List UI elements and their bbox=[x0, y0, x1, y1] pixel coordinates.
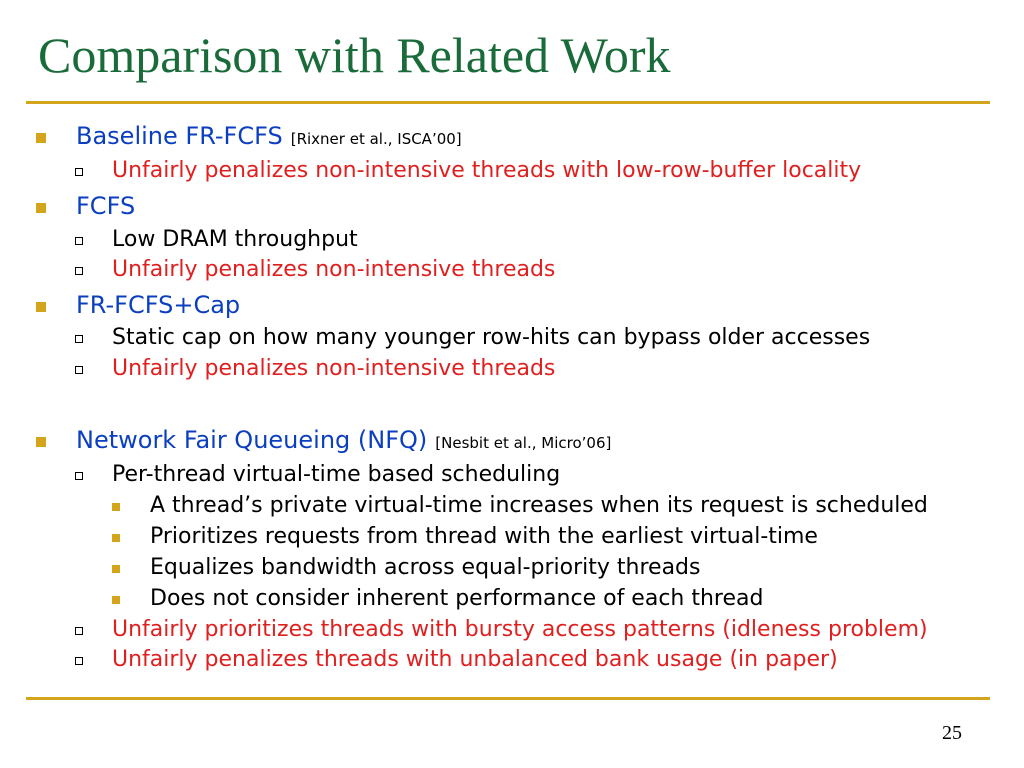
sub-bullet-text: Unfairly penalizes non-intensive threads bbox=[112, 356, 556, 381]
citation: [Rixner et al., ISCA’00] bbox=[290, 130, 462, 148]
bullet-text: FCFS bbox=[76, 192, 136, 220]
hollow-square-bullet-icon bbox=[75, 627, 83, 635]
hollow-square-bullet-icon bbox=[75, 366, 83, 374]
sub-bullet-text: Unfairly penalizes threads with unbalanced bank usage (in paper) bbox=[112, 647, 838, 672]
sub-sub-bullet bbox=[112, 524, 818, 549]
bottom-divider bbox=[26, 697, 990, 700]
sub-bullet-text: Static cap on how many younger row-hits can bypass older accesses bbox=[112, 325, 871, 350]
hollow-square-bullet-icon bbox=[75, 267, 83, 275]
sub-bullet bbox=[75, 227, 358, 252]
sub-sub-bullet-text: Equalizes bandwidth across equal-priority threads bbox=[150, 555, 701, 580]
hollow-square-bullet-icon bbox=[75, 335, 83, 343]
sub-sub-bullet bbox=[112, 493, 928, 518]
hollow-square-bullet-icon bbox=[75, 168, 83, 176]
citation: [Nesbit et al., Micro’06] bbox=[435, 434, 612, 452]
bullet-text: Baseline FR-FCFS bbox=[76, 122, 283, 150]
sub-bullet-text: Low DRAM throughput bbox=[112, 227, 358, 252]
sub-bullet-text: Unfairly penalizes non-intensive threads with low-row-buffer locality bbox=[112, 158, 862, 183]
sub-bullet-text: Unfairly penalizes non-intensive threads bbox=[112, 257, 556, 282]
sub-bullet bbox=[75, 257, 555, 282]
square-bullet-icon bbox=[36, 133, 46, 143]
slide-title: Comparison with Related Work bbox=[38, 27, 671, 83]
bullet-text: FR-FCFS+Cap bbox=[76, 291, 241, 319]
sub-bullet-text: Per-thread virtual-time based scheduling bbox=[112, 462, 561, 487]
bullet-text: Network Fair Queueing (NFQ) bbox=[76, 426, 428, 454]
sub-sub-bullet bbox=[112, 555, 700, 580]
square-bullet-icon bbox=[112, 503, 120, 511]
sub-sub-bullet bbox=[112, 586, 763, 611]
square-bullet-icon bbox=[112, 565, 120, 573]
sub-bullet bbox=[75, 462, 560, 487]
sub-bullet bbox=[75, 356, 555, 381]
sub-sub-bullet-text: Prioritizes requests from thread with the earliest virtual-time bbox=[150, 524, 818, 549]
square-bullet-icon bbox=[112, 596, 120, 604]
square-bullet-icon bbox=[36, 203, 46, 213]
sub-bullet bbox=[75, 158, 861, 183]
sub-sub-bullet-text: Does not consider inherent performance of each thread bbox=[150, 586, 764, 611]
hollow-square-bullet-icon bbox=[75, 237, 83, 245]
sub-bullet bbox=[75, 647, 838, 672]
hollow-square-bullet-icon bbox=[75, 657, 83, 665]
hollow-square-bullet-icon bbox=[75, 472, 83, 480]
sub-sub-bullet-text: A thread’s private virtual-time increases when its request is scheduled bbox=[150, 493, 928, 518]
square-bullet-icon bbox=[36, 302, 46, 312]
bullet-fcfs bbox=[36, 192, 135, 220]
top-divider bbox=[26, 101, 990, 104]
sub-bullet bbox=[75, 325, 870, 350]
bullet-nfq bbox=[36, 426, 611, 454]
page-number: 25 bbox=[942, 722, 962, 744]
bullet-fr-fcfs-cap bbox=[36, 291, 240, 319]
square-bullet-icon bbox=[36, 437, 46, 447]
sub-bullet bbox=[75, 617, 928, 642]
square-bullet-icon bbox=[112, 534, 120, 542]
sub-bullet-text: Unfairly prioritizes threads with bursty access patterns (idleness problem) bbox=[112, 617, 928, 642]
bullet-baseline-fr-fcfs bbox=[36, 122, 462, 150]
